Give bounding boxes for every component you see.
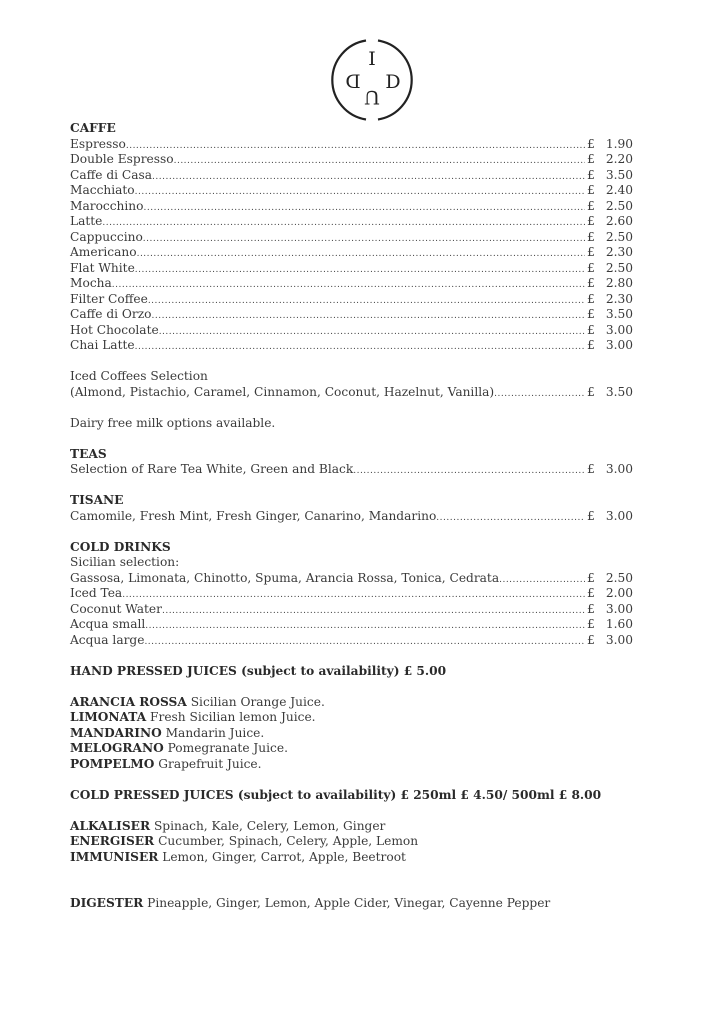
menu-item <box>70 199 633 215</box>
teas-heading: TEAS <box>70 446 107 461</box>
juice-name: DIGESTER <box>70 896 144 910</box>
dot-leader <box>144 201 586 217</box>
dot-leader <box>499 573 585 589</box>
dot-leader <box>144 635 585 651</box>
juice-desc: Pomegranate Juice. <box>167 741 288 755</box>
teas-section <box>70 447 633 478</box>
menu-item <box>70 338 633 354</box>
item-price: 2.30 <box>605 291 633 306</box>
item-price: 3.00 <box>605 338 633 352</box>
item-price: 2.50 <box>605 570 633 585</box>
logo-letter-top: I <box>368 48 376 70</box>
currency-symbol: £ <box>587 276 595 290</box>
dot-leader <box>159 325 585 341</box>
teas-row <box>70 462 633 478</box>
item-price: 2.60 <box>605 214 633 228</box>
item-price: 3.00 <box>605 632 633 647</box>
dot-leader <box>353 464 585 480</box>
dot-leader <box>162 604 585 620</box>
menu-content <box>70 121 633 912</box>
item-price: 3.50 <box>605 307 633 321</box>
dot-leader <box>152 309 586 325</box>
dairy-free-note: Dairy free milk options available. <box>70 415 276 430</box>
juice-desc: Sicilian Orange Juice. <box>190 694 325 709</box>
juice-name: LIMONATA <box>70 710 147 724</box>
iced-coffees-row <box>70 385 633 401</box>
item-price: 2.00 <box>605 586 633 600</box>
menu-item <box>70 633 633 649</box>
dot-leader <box>122 588 585 604</box>
item-name: Acqua small <box>70 617 146 631</box>
currency-symbol: £ <box>587 260 595 275</box>
item-price: 3.00 <box>605 462 633 476</box>
juice-name: POMPELMO <box>70 756 155 771</box>
currency-symbol: £ <box>587 462 595 476</box>
juice-desc: Pineapple, Ginger, Lemon, Apple Cider, Vinegar, Cayenne Pepper <box>147 896 551 910</box>
currency-symbol: £ <box>587 136 595 151</box>
caffe-heading: CAFFE <box>70 121 116 135</box>
juice-name: ARANCIA ROSSA <box>70 694 187 709</box>
item-price: 2.40 <box>605 183 633 197</box>
item-name: Acqua large <box>70 632 145 647</box>
dot-leader <box>174 154 585 170</box>
tisane-section <box>70 493 633 524</box>
item-price: 3.50 <box>605 167 633 182</box>
dot-leader <box>135 340 585 356</box>
currency-symbol: £ <box>587 632 595 647</box>
juice-desc: Mandarin Juice. <box>165 725 265 740</box>
dot-leader <box>102 216 585 232</box>
juice-item <box>70 834 633 850</box>
dot-leader <box>112 278 585 294</box>
item-name: Camomile, Fresh Mint, Fresh Ginger, Canarino, Mandarino <box>70 508 437 523</box>
item-name: Gassosa, Limonata, Chinotto, Spuma, Arancia Rossa, Tonica, Cedrata <box>70 570 500 585</box>
item-price: 3.00 <box>605 322 633 337</box>
menu-item <box>70 571 633 587</box>
juice-item <box>70 757 633 773</box>
juice-desc: Cucumber, Spinach, Celery, Apple, Lemon <box>158 834 419 848</box>
currency-symbol: £ <box>587 617 595 631</box>
hand-pressed-section <box>70 664 633 773</box>
juice-item <box>70 695 633 711</box>
hand-pressed-list <box>70 695 633 773</box>
item-name: Espresso <box>70 136 126 151</box>
iced-coffees-flavours: (Almond, Pistachio, Caramel, Cinnamon, Coconut, Hazelnut, Vanilla) <box>70 384 495 399</box>
dot-leader <box>436 511 585 527</box>
item-name: Americano <box>70 245 137 259</box>
juice-name: MANDARINO <box>70 725 162 740</box>
sicilian-selection-label: Sicilian selection: <box>70 555 180 569</box>
dot-leader <box>137 247 585 263</box>
currency-symbol: £ <box>587 322 595 337</box>
dot-leader <box>152 170 585 186</box>
item-price: 1.60 <box>605 617 633 631</box>
tisane-row <box>70 509 633 525</box>
item-name: Latte <box>70 214 103 228</box>
item-name: Mocha <box>70 276 112 290</box>
menu-item <box>70 261 633 277</box>
currency-symbol: £ <box>587 307 595 321</box>
menu-item <box>70 137 633 153</box>
cold-drinks-list <box>70 571 633 649</box>
logo-letter-bottom: U <box>363 86 381 108</box>
item-price: 2.80 <box>605 276 633 290</box>
juice-name: MELOGRANO <box>70 741 164 755</box>
item-name: Marocchino <box>70 198 144 213</box>
juice-item <box>70 896 633 912</box>
logo-letter-right: D <box>385 71 401 93</box>
item-price: 3.50 <box>605 384 633 399</box>
caffe-list <box>70 137 633 354</box>
menu-item <box>70 152 633 168</box>
dot-leader <box>148 294 585 310</box>
item-price: 2.30 <box>605 245 633 259</box>
currency-symbol: £ <box>587 601 595 616</box>
menu-item <box>70 307 633 323</box>
menu-item <box>70 230 633 246</box>
item-name: Caffe di Orzo <box>70 307 152 321</box>
item-name: Chai Latte <box>70 338 135 352</box>
currency-symbol: £ <box>587 198 595 213</box>
hand-pressed-heading: HAND PRESSED JUICES (subject to availability) £ 5.00 <box>70 663 447 678</box>
dot-leader <box>126 139 585 155</box>
juice-item <box>70 710 633 726</box>
menu-item <box>70 323 633 339</box>
cold-drinks-heading: COLD DRINKS <box>70 539 171 554</box>
item-name: Caffe di Casa <box>70 167 153 182</box>
juice-desc: Fresh Sicilian lemon Juice. <box>150 710 316 724</box>
menu-item <box>70 168 633 184</box>
menu-item <box>70 602 633 618</box>
menu-item <box>70 292 633 308</box>
currency-symbol: £ <box>587 214 595 228</box>
menu-item <box>70 276 633 292</box>
menu-item <box>70 214 633 230</box>
item-price: 2.20 <box>605 152 633 166</box>
cold-pressed-list <box>70 819 633 866</box>
cold-pressed-heading: COLD PRESSED JUICES (subject to availability) £ 250ml £ 4.50/ 500ml £ 8.00 <box>70 787 602 802</box>
currency-symbol: £ <box>587 167 595 182</box>
juice-item <box>70 726 633 742</box>
cold-drinks-section <box>70 540 633 649</box>
currency-symbol: £ <box>587 384 595 399</box>
juice-desc: Lemon, Ginger, Carrot, Apple, Beetroot <box>162 849 406 864</box>
item-price: 3.00 <box>605 601 633 616</box>
currency-symbol: £ <box>587 338 595 352</box>
currency-symbol: £ <box>587 245 595 259</box>
currency-symbol: £ <box>587 229 595 244</box>
juice-desc: Spinach, Kale, Celery, Lemon, Ginger <box>153 818 386 833</box>
currency-symbol: £ <box>587 291 595 306</box>
item-price: 2.50 <box>605 229 633 244</box>
item-name: Hot Chocolate <box>70 322 159 337</box>
juice-name: ENERGISER <box>70 834 155 848</box>
currency-symbol: £ <box>587 586 595 600</box>
item-name: Flat White <box>70 260 135 275</box>
brand-logo <box>330 38 414 122</box>
dot-leader <box>143 232 585 248</box>
item-price: 2.50 <box>605 260 633 275</box>
juice-item <box>70 850 633 866</box>
juice-item <box>70 741 633 757</box>
iced-coffees-title: Iced Coffees Selection <box>70 369 208 383</box>
juice-name: IMMUNISER <box>70 849 159 864</box>
item-price: 3.00 <box>605 508 633 523</box>
caffe-section <box>70 121 633 431</box>
dot-leader <box>135 263 585 279</box>
dot-leader <box>135 185 585 201</box>
juice-item <box>70 819 633 835</box>
dot-leader <box>145 619 585 635</box>
currency-symbol: £ <box>587 508 595 523</box>
logo-letter-left: D <box>345 71 361 93</box>
item-name: Filter Coffee <box>70 291 148 306</box>
item-price: 2.50 <box>605 198 633 213</box>
item-name: Cappuccino <box>70 229 143 244</box>
cold-pressed-section <box>70 788 633 912</box>
item-name: Coconut Water <box>70 601 162 616</box>
tisane-heading: TISANE <box>70 493 124 507</box>
currency-symbol: £ <box>587 570 595 585</box>
menu-item <box>70 586 633 602</box>
item-name: Double Espresso <box>70 152 174 166</box>
menu-item <box>70 183 633 199</box>
item-name: Selection of Rare Tea White, Green and Black <box>70 462 354 476</box>
currency-symbol: £ <box>587 183 595 197</box>
menu-item <box>70 245 633 261</box>
currency-symbol: £ <box>587 152 595 166</box>
item-name: Iced Tea <box>70 586 123 600</box>
menu-item <box>70 617 633 633</box>
dot-leader <box>494 387 585 403</box>
juice-desc: Grapefruit Juice. <box>158 756 262 771</box>
item-price: 1.90 <box>605 136 633 151</box>
item-name: Macchiato <box>70 183 135 197</box>
juice-name: ALKALISER <box>70 818 151 833</box>
